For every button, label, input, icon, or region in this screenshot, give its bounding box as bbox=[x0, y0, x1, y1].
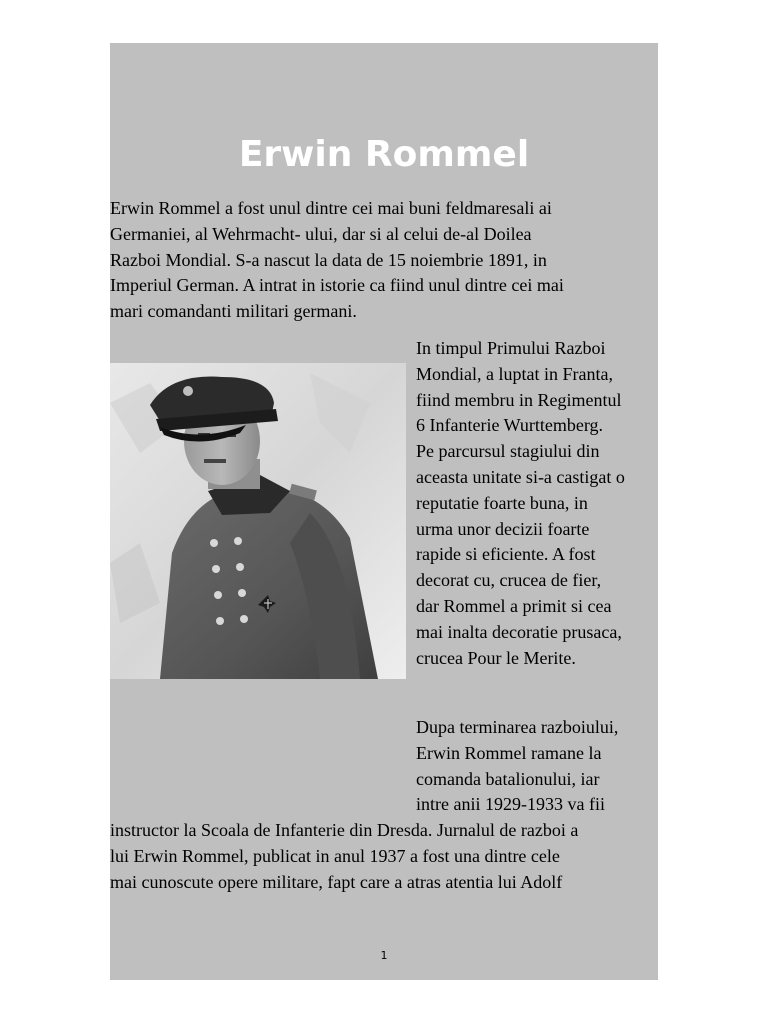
text-line: 6 Infanterie Wurttemberg. bbox=[416, 415, 604, 436]
text-line: mai cunoscute opere militare, fapt care a atras atentia lui Adolf bbox=[110, 871, 563, 892]
portrait-photo bbox=[110, 363, 406, 679]
text-line: urma unor decizii foarte bbox=[416, 518, 590, 539]
text-line: aceasta unitate si-a castigat o bbox=[416, 466, 625, 487]
text-line: instructor la Scoala de Infanterie din Dresda. Jurnalul de razboi a bbox=[110, 820, 579, 840]
document-page bbox=[110, 43, 658, 980]
text-line: Imperiul German. A intrat in istorie ca fiind unul dintre cei mai bbox=[110, 275, 564, 296]
text-line: Germaniei, al Wehrmacht- ului, dar si al celui de-al Doilea bbox=[110, 223, 532, 244]
text-line: mai inalta decoratie prusaca, bbox=[416, 621, 622, 642]
text-line: lui Erwin Rommel, publicat in anul 1937 a fost una dintre cele bbox=[110, 845, 560, 866]
document-title: Erwin Rommel bbox=[238, 134, 530, 175]
text-line: comanda batalionului, iar bbox=[416, 768, 600, 789]
text-line: intre anii 1929-1933 va fii bbox=[416, 794, 605, 815]
text-line: In timpul Primului Razboi bbox=[416, 338, 606, 358]
text-line: Erwin Rommel ramane la bbox=[416, 742, 602, 763]
text-line: Erwin Rommel a fost unul dintre cei mai buni feldmaresali ai bbox=[110, 198, 552, 218]
text-line: decorat cu, crucea de fier, bbox=[416, 570, 602, 591]
paragraph-postwar-narrow bbox=[416, 715, 660, 818]
text-line: rapide si eficiente. A fost bbox=[416, 544, 596, 565]
text-line: reputatie foarte buna, in bbox=[416, 492, 588, 513]
paragraph-ww1 bbox=[416, 336, 660, 671]
text-line: fiind membru in Regimentul bbox=[416, 389, 622, 410]
paragraph-intro bbox=[110, 196, 630, 325]
text-line: Pe parcursul stagiului din bbox=[416, 441, 600, 462]
paragraph-postwar-wide bbox=[110, 818, 658, 895]
text-line: Razboi Mondial. S-a nascut la data de 15 noiembrie 1891, in bbox=[110, 249, 547, 270]
text-line: crucea Pour le Merite. bbox=[416, 647, 576, 668]
text-line: Dupa terminarea razboiului, bbox=[416, 717, 619, 737]
text-line: Mondial, a luptat in Franta, bbox=[416, 363, 613, 384]
page-number: 1 bbox=[380, 949, 388, 962]
text-line: dar Rommel a primit si cea bbox=[416, 595, 612, 616]
text-line: mari comandanti militari germani. bbox=[110, 301, 357, 322]
